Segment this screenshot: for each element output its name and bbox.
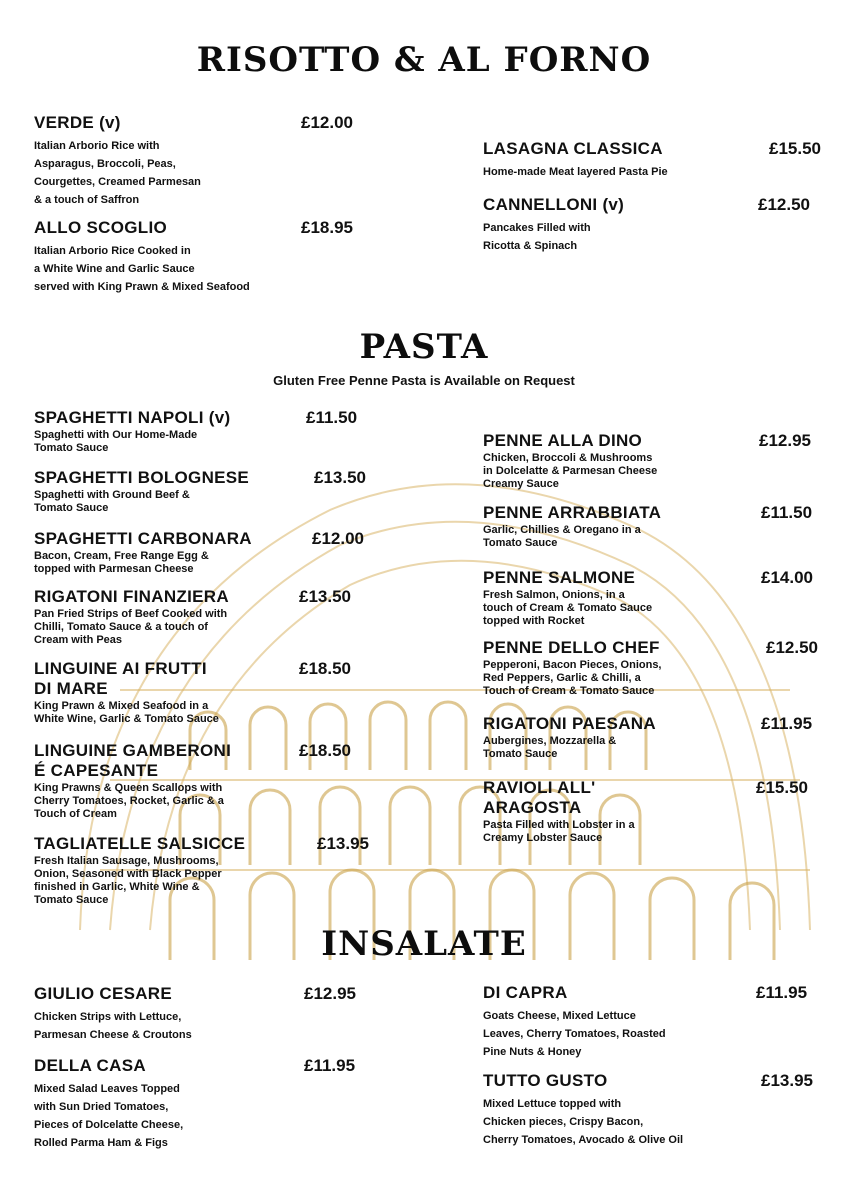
menu-item [34, 468, 379, 515]
item-description: Italian Arborio Rice Cooked in a White Wine and Garlic Sauce served with King Prawn & Mixed Seafood [34, 245, 250, 293]
item-price: £12.50 [758, 195, 810, 214]
item-name: ALLO SCOGLIO [34, 218, 167, 237]
menu-item [483, 139, 833, 181]
item-description: Aubergines, Mozzarella & Tomato Sauce [483, 735, 617, 760]
item-name: RAVIOLI ALL' ARAGOSTA [483, 778, 596, 817]
item-name: TAGLIATELLE SALSICCE [34, 834, 246, 853]
item-name: GIULIO CESARE [34, 984, 173, 1003]
menu-item [483, 568, 833, 628]
item-name: LINGUINE AI FRUTTI DI MARE [34, 659, 207, 698]
item-description: Pancakes Filled with Ricotta & Spinach [483, 222, 591, 252]
item-name: DELLA CASA [34, 1056, 146, 1075]
item-description: Chicken Strips with Lettuce, Parmesan Cheese & Croutons [34, 1011, 192, 1041]
item-name: DI CAPRA [483, 983, 568, 1002]
item-description: Chicken, Broccoli & Mushrooms in Dolcelatte & Parmesan Cheese Creamy Sauce [483, 452, 658, 490]
item-name: LINGUINE GAMBERONI É CAPESANTE [34, 741, 232, 780]
menu-item [34, 529, 379, 576]
item-price: £18.95 [301, 218, 353, 237]
item-name: VERDE (v) [34, 113, 121, 132]
item-price: £13.95 [317, 834, 369, 853]
item-price: £13.50 [314, 468, 366, 487]
item-description: Pepperoni, Bacon Pieces, Onions, Red Peppers, Garlic & Chilli, a Touch of Cream & Tomato Sauce [483, 659, 662, 697]
item-description: King Prawns & Queen Scallops with Cherry Tomatoes, Rocket, Garlic & a Touch of Cream [34, 782, 224, 820]
item-name: PENNE DELLO CHEF [483, 638, 660, 657]
risotto-section-title: RISOTTO & AL FORNO [196, 40, 652, 80]
item-price: £11.95 [304, 1056, 356, 1075]
menu-item [34, 113, 374, 209]
item-price: £12.00 [312, 529, 364, 548]
item-price: £11.95 [756, 983, 808, 1002]
item-name: RIGATONI FINANZIERA [34, 587, 229, 606]
item-price: £13.50 [299, 587, 351, 606]
item-name: CANNELLONI (v) [483, 195, 625, 214]
item-description: Fresh Salmon, Onions, in a touch of Cream & Tomato Sauce topped with Rocket [483, 589, 653, 627]
menu-item [34, 984, 374, 1044]
item-name: LASAGNA CLASSICA [483, 139, 663, 158]
item-description: Pasta Filled with Lobster in a Creamy Lobster Sauce [483, 819, 635, 844]
item-name: SPAGHETTI NAPOLI (v) [34, 408, 231, 427]
menu-item [34, 218, 374, 296]
item-name: SPAGHETTI BOLOGNESE [34, 468, 250, 487]
item-price: £15.50 [756, 778, 808, 797]
item-price: £11.50 [761, 503, 813, 522]
menu-item [34, 834, 384, 907]
menu-item [34, 741, 374, 821]
item-description: Garlic, Chillies & Oregano in a Tomato Sauce [483, 524, 641, 549]
menu-item [483, 503, 833, 550]
item-description: King Prawn & Mixed Seafood in a White Wine, Garlic & Tomato Sauce [34, 700, 219, 725]
item-description: Goats Cheese, Mixed Lettuce Leaves, Cherry Tomatoes, Roasted Pine Nuts & Honey [483, 1010, 666, 1058]
item-description: Spaghetti with Our Home-Made Tomato Sauce [34, 429, 198, 454]
menu-item [34, 659, 374, 726]
menu-item [34, 587, 374, 647]
menu-item [483, 778, 833, 845]
item-price: £14.00 [761, 568, 813, 587]
menu-item [34, 1056, 374, 1152]
item-price: £18.50 [299, 659, 351, 678]
item-name: TUTTO GUSTO [483, 1071, 608, 1090]
item-description: Fresh Italian Sausage, Mushrooms, Onion, Seasoned with Black Pepper finished in Garlic, White Wine & Tomato Sauce [34, 855, 222, 906]
item-price: £12.95 [304, 984, 356, 1003]
menu-item [483, 714, 833, 761]
item-description: Spaghetti with Ground Beef & Tomato Sauce [34, 489, 190, 514]
item-description: Mixed Lettuce topped with Chicken pieces, Crispy Bacon, Cherry Tomatoes, Avocado & Olive Oil [483, 1098, 684, 1146]
item-price: £15.50 [769, 139, 821, 158]
item-price: £18.50 [299, 741, 351, 760]
item-price: £12.00 [301, 113, 353, 132]
menu-item [483, 431, 833, 491]
menu-item [483, 638, 833, 698]
item-description: Home-made Meat layered Pasta Pie [483, 166, 668, 178]
item-description: Bacon, Cream, Free Range Egg & topped with Parmesan Cheese [34, 550, 209, 575]
item-description: Mixed Salad Leaves Topped with Sun Dried Tomatoes, Pieces of Dolcelatte Cheese, Rolled Parma Ham & Figs [34, 1083, 184, 1149]
item-description: Italian Arborio Rice with Asparagus, Broccoli, Peas, Courgettes, Creamed Parmesan & a touch of Saffron [34, 140, 201, 206]
pasta-section-title: PASTA [359, 327, 489, 367]
item-name: PENNE ARRABBIATA [483, 503, 662, 522]
item-name: RIGATONI PAESANA [483, 714, 656, 733]
item-description: Pan Fried Strips of Beef Cooked with Chilli, Tomato Sauce & a touch of Cream with Peas [34, 608, 228, 646]
item-price: £13.95 [761, 1071, 813, 1090]
menu-item [483, 1071, 833, 1149]
menu-item [483, 195, 833, 255]
menu-item [483, 983, 833, 1061]
item-price: £12.50 [766, 638, 818, 657]
item-price: £12.95 [759, 431, 811, 450]
item-name: PENNE SALMONE [483, 568, 636, 587]
item-name: PENNE ALLA DINO [483, 431, 643, 450]
item-name: SPAGHETTI CARBONARA [34, 529, 252, 548]
item-price: £11.50 [306, 408, 358, 427]
gluten-free-note: Gluten Free Penne Pasta is Available on Request [273, 373, 575, 388]
item-price: £11.95 [761, 714, 813, 733]
insalate-section-title: INSALATE [321, 924, 527, 964]
menu-item [34, 408, 374, 455]
